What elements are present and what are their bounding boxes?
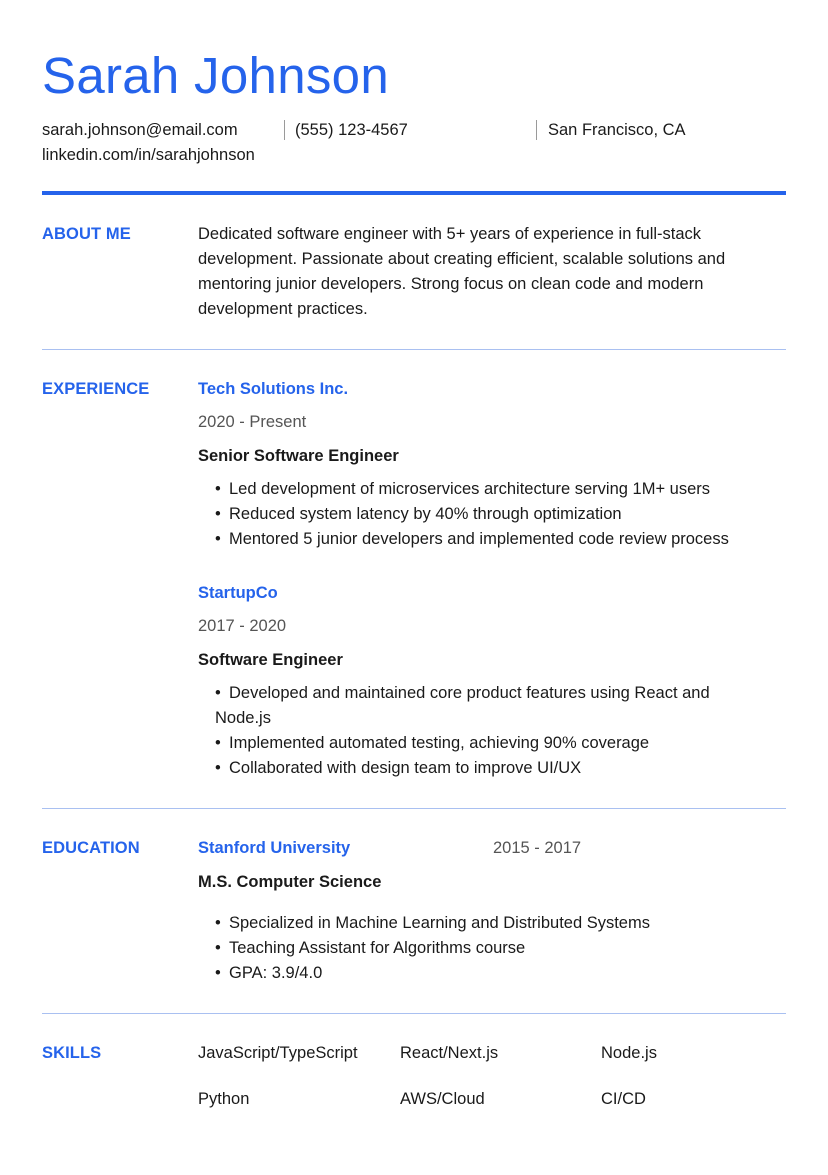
- about-text: Dedicated software engineer with 5+ years of experience in full-stack development. Passionate about creating efficient, scalable solutions and mentoring junior developers. Strong focus on clean code and modern development practices.: [198, 225, 726, 318]
- list-item: • GPA: 3.9/4.0: [215, 964, 323, 982]
- list-item: • Specialized in Machine Learning and Distributed Systems: [215, 914, 650, 932]
- section-title-skills: SKILLS: [42, 1044, 102, 1062]
- education-bullet-list: [215, 911, 785, 986]
- skill-item: Python: [198, 1090, 250, 1108]
- list-item: • Collaborated with design team to improve UI/UX: [215, 759, 582, 777]
- contact-email[interactable]: sarah.johnson@email.com: [42, 121, 238, 139]
- contact-location: San Francisco, CA: [548, 121, 686, 139]
- list-item: • Led development of microservices architecture serving 1M+ users: [215, 480, 711, 498]
- skill-item: Node.js: [601, 1044, 657, 1062]
- job-bullet-list: [215, 681, 755, 781]
- list-item: • Developed and maintained core product features using React and Node.js: [215, 684, 710, 727]
- contact-separator: [284, 120, 285, 140]
- header-accent-bar: [42, 191, 786, 195]
- education-degree: M.S. Computer Science: [198, 873, 382, 891]
- job-dates: 2020 - Present: [198, 413, 307, 431]
- contact-linkedin[interactable]: linkedin.com/in/sarahjohnson: [42, 146, 255, 164]
- list-item: • Implemented automated testing, achieving 90% coverage: [215, 734, 650, 752]
- section-divider: [42, 349, 786, 350]
- education-school: Stanford University: [198, 839, 351, 857]
- list-item: • Teaching Assistant for Algorithms course: [215, 939, 526, 957]
- skill-item: React/Next.js: [400, 1044, 499, 1062]
- section-divider: [42, 1013, 786, 1014]
- list-item: • Reduced system latency by 40% through optimization: [215, 505, 622, 523]
- skill-item: JavaScript/TypeScript: [198, 1044, 358, 1062]
- job-company: Tech Solutions Inc.: [198, 380, 349, 398]
- section-title-experience: EXPERIENCE: [42, 380, 150, 398]
- contact-phone[interactable]: (555) 123-4567: [295, 121, 408, 139]
- skill-item: AWS/Cloud: [400, 1090, 485, 1108]
- candidate-name: Sarah Johnson: [42, 47, 389, 104]
- education-dates: 2015 - 2017: [493, 839, 582, 857]
- skill-item: CI/CD: [601, 1090, 646, 1108]
- job-role: Software Engineer: [198, 651, 343, 669]
- job-dates: 2017 - 2020: [198, 617, 287, 635]
- job-role: Senior Software Engineer: [198, 447, 399, 465]
- section-title-about: ABOUT ME: [42, 225, 131, 243]
- list-item: • Mentored 5 junior developers and implemented code review process: [215, 530, 729, 548]
- section-divider: [42, 808, 786, 809]
- section-title-education: EDUCATION: [42, 839, 140, 857]
- job-bullet-list: [215, 477, 785, 552]
- contact-separator: [536, 120, 537, 140]
- job-company: StartupCo: [198, 584, 278, 602]
